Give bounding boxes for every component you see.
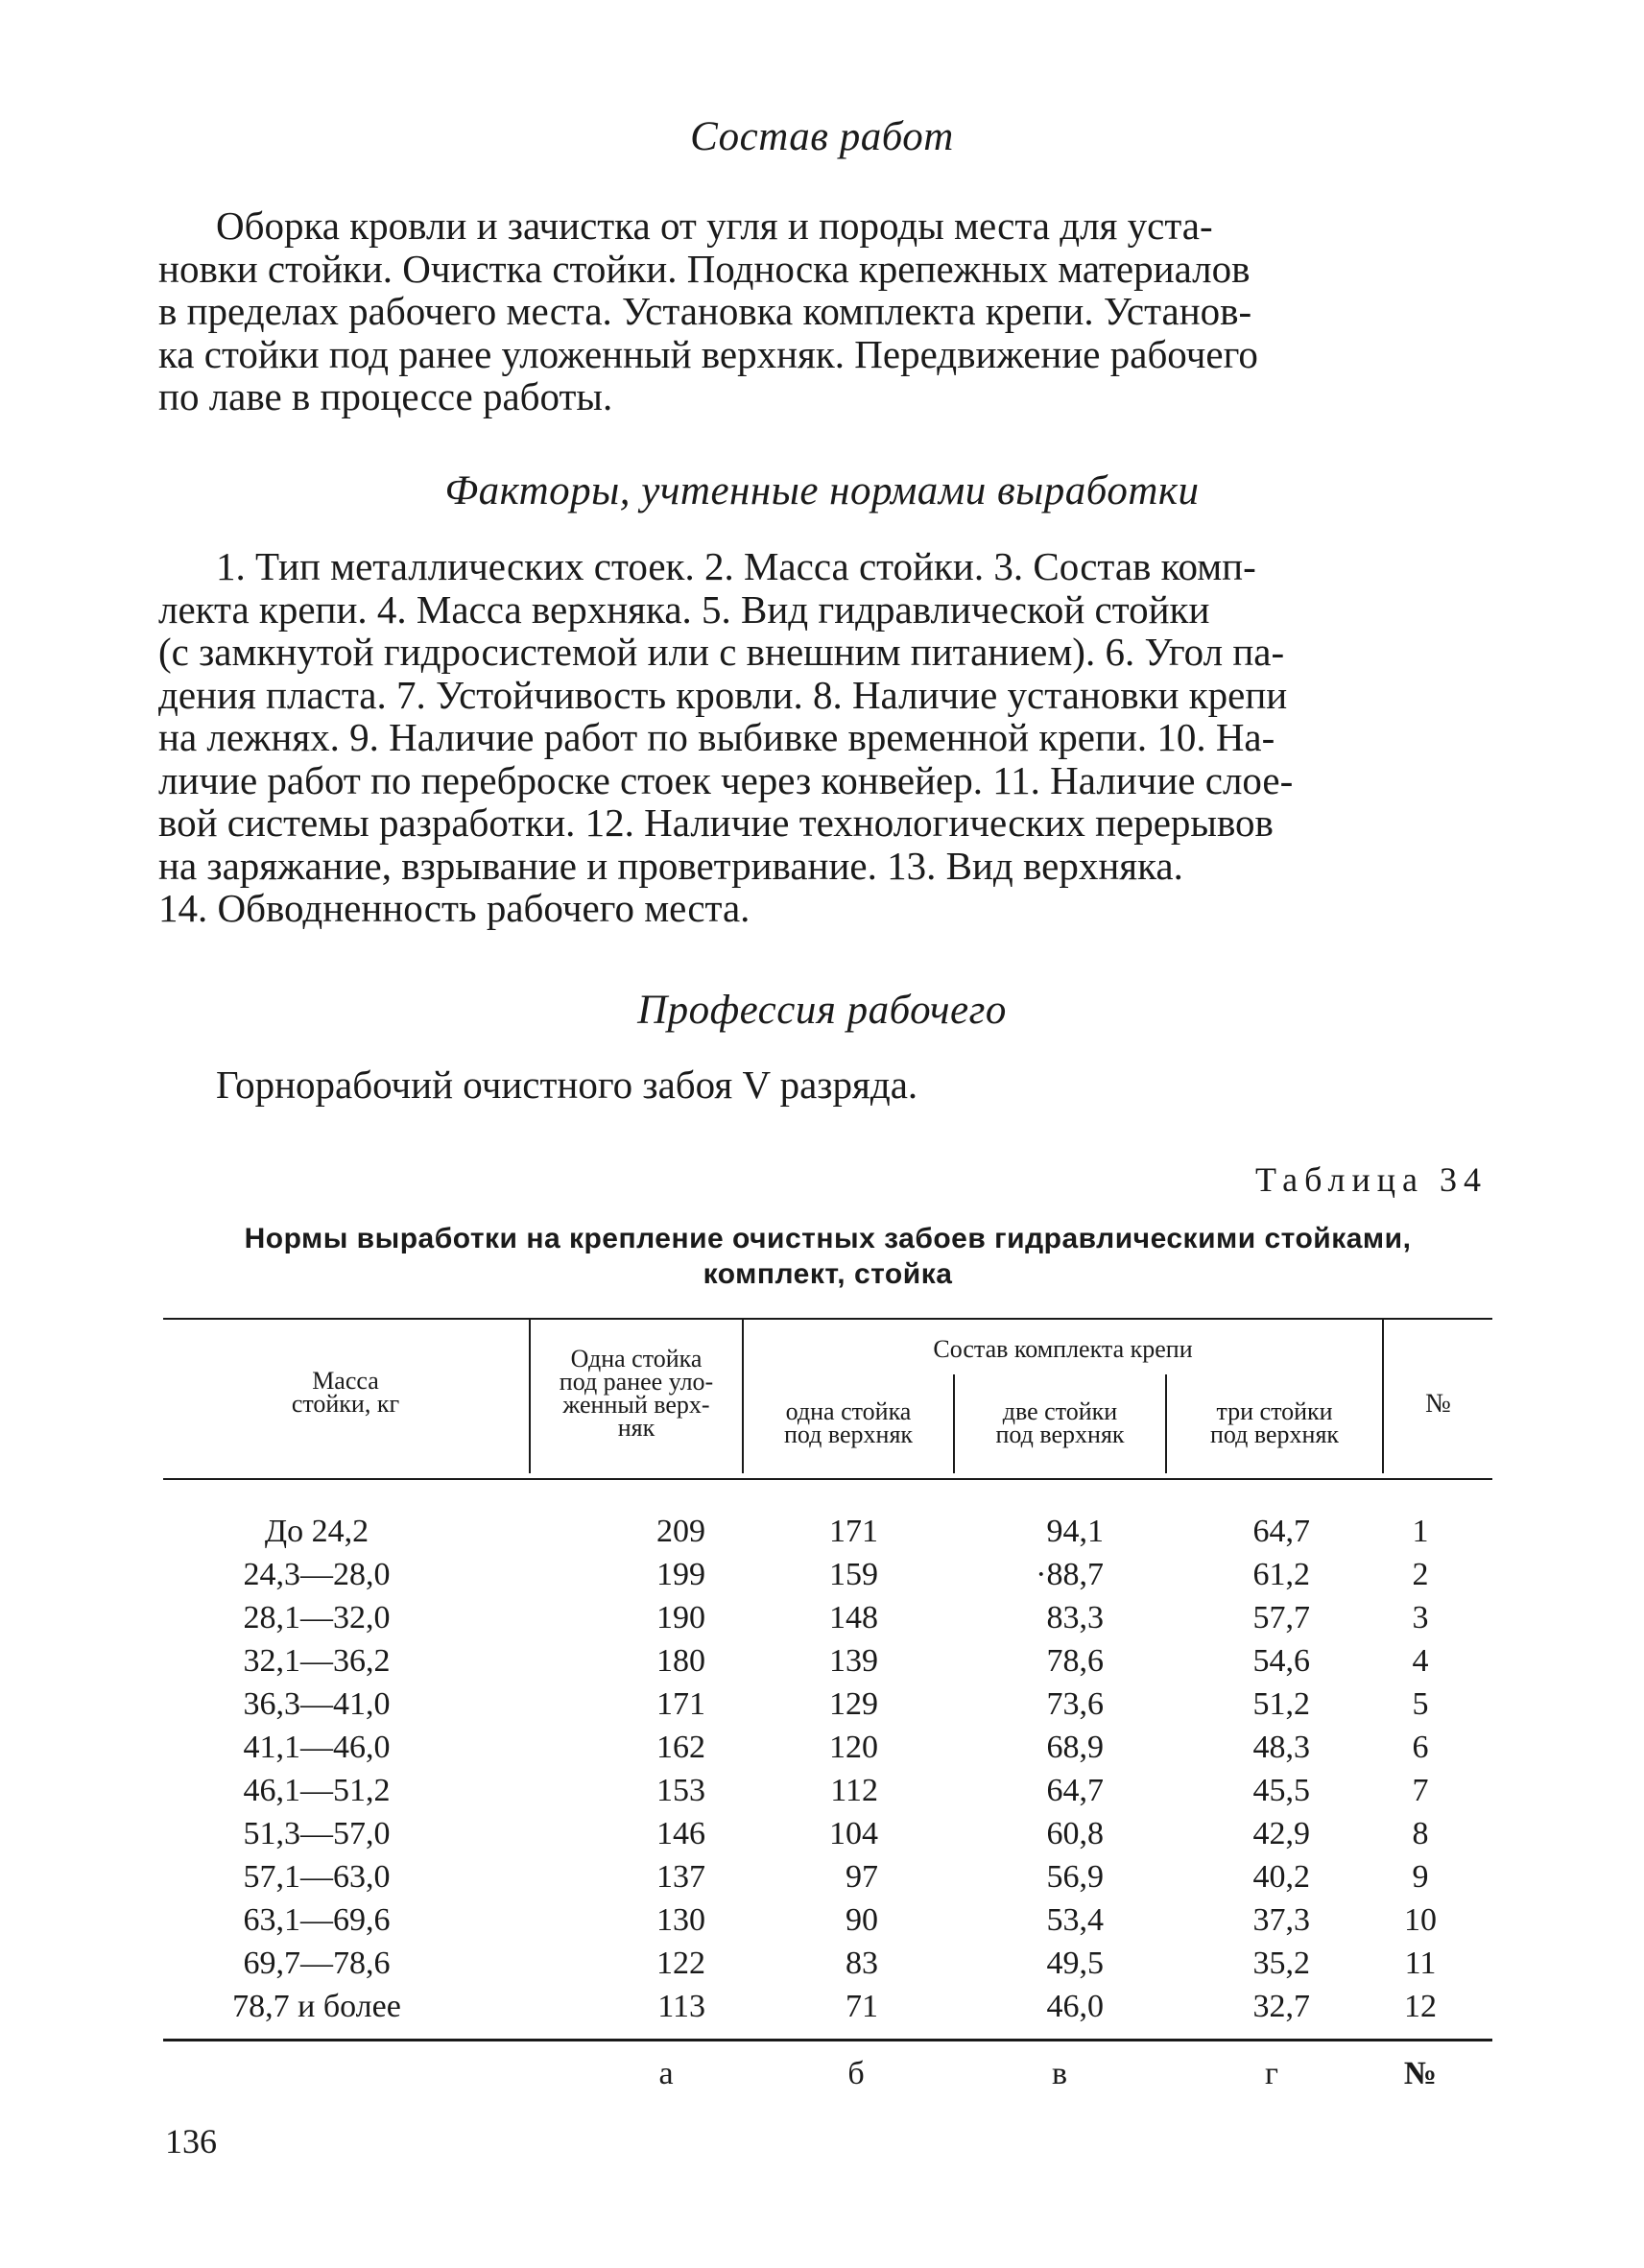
text-line: на заряжание, взрывание и проветривание. 13. Вид верхняка. [158,843,1183,888]
header-text: две стойки [1002,1397,1118,1425]
text-line: вой системы разработки. 12. Наличие технологических перерывов [158,800,1274,845]
cell-v: ·88,7 [1036,1557,1104,1592]
cell-g: 61,2 [1252,1557,1310,1592]
cell-mass: 24,3—28,0 [243,1557,391,1592]
section-heading-factors: Факторы, учтенные нормами выработки [444,468,1200,513]
header-text: под верхняк [783,1420,914,1448]
header-text: Масса [312,1367,379,1395]
cell-number: 8 [1412,1816,1429,1851]
cell-b: 71 [846,1989,878,2024]
header-text: под ранее уло- [559,1368,714,1396]
cell-number: 9 [1412,1859,1429,1895]
header-text: няк [617,1414,655,1442]
cell-number: 2 [1412,1557,1429,1592]
cell-a: 113 [657,1989,705,2024]
cell-a: 130 [656,1902,705,1938]
cell-v: 49,5 [1046,1946,1104,1981]
cell-v: 60,8 [1046,1816,1104,1851]
cell-mass: 69,7—78,6 [243,1946,391,1981]
cell-v: 56,9 [1046,1859,1104,1895]
cell-number: 10 [1404,1902,1437,1938]
cell-mass: 51,3—57,0 [243,1816,391,1851]
header-number: № [1425,1389,1451,1419]
cell-mass: До 24,2 [264,1514,369,1549]
text-line: личие работ по переброске стоек через конвейер. 11. Наличие слое- [158,757,1294,802]
cell-b: 148 [829,1600,878,1635]
cell-g: 54,6 [1252,1643,1310,1679]
cell-b: 139 [829,1643,878,1679]
cell-b: 97 [846,1859,878,1895]
cell-number: 12 [1404,1989,1437,2024]
header-set-composition: Состав комплекта крепи [933,1335,1193,1363]
section-heading-profession: Профессия рабочего [637,988,1007,1033]
cell-number: 7 [1412,1773,1429,1808]
table-title-line: Нормы выработки на крепление очистных забоев гидравлическими стойками, [244,1223,1412,1254]
cell-number: 3 [1412,1600,1429,1635]
cell-number: 1 [1412,1514,1429,1549]
cell-g: 57,7 [1252,1600,1310,1635]
table-header-rule [163,1478,1492,1480]
cell-b: 159 [829,1557,878,1592]
cell-b: 171 [829,1514,878,1549]
text-line: дения пласта. 7. Устойчивость кровли. 8. Наличие установки крепи [158,672,1288,717]
header-text: стойки, кг [291,1390,400,1418]
table-title-line: комплект, стойка [703,1258,953,1290]
cell-b: 120 [829,1730,878,1765]
cell-g: 45,5 [1252,1773,1310,1808]
cell-a: 199 [656,1557,705,1592]
text-line: 1. Тип металлических стоек. 2. Масса стойки. 3. Состав комп- [216,544,1256,588]
paragraph-profession [158,1063,1492,1107]
cell-b: 129 [829,1686,878,1722]
cell-v: 78,6 [1046,1643,1104,1679]
header-text: под верхняк [995,1420,1125,1448]
footer-col-a: а [658,2056,674,2091]
cell-mass: 32,1—36,2 [243,1643,391,1679]
cell-g: 42,9 [1252,1816,1310,1851]
cell-mass: 78,7 и более [232,1989,401,2024]
cell-g: 35,2 [1252,1946,1310,1981]
page-number: 136 [165,2122,217,2161]
cell-v: 83,3 [1046,1600,1104,1635]
cell-number: 11 [1404,1946,1437,1981]
cell-number: 4 [1412,1643,1429,1679]
paragraph-work-composition [158,204,1492,418]
cell-mass: 57,1—63,0 [243,1859,391,1895]
header-text: Одна стойка [570,1345,703,1373]
cell-v: 94,1 [1046,1514,1104,1549]
header-three-posts [1167,1397,1382,1448]
header-single-post [531,1345,742,1442]
cell-mass: 41,1—46,0 [243,1730,391,1765]
cell-v: 68,9 [1046,1730,1104,1765]
cell-b: 104 [829,1816,878,1851]
text-line: 14. Обводненность рабочего места. [158,886,751,930]
cell-g: 51,2 [1252,1686,1310,1722]
text-line: Оборка кровли и зачистка от угля и породы места для уста- [216,203,1213,248]
cell-v: 46,0 [1046,1989,1104,2024]
footer-col-number: № [1403,2056,1438,2091]
cell-a: 209 [656,1514,705,1549]
cell-a: 180 [656,1643,705,1679]
cell-v: 64,7 [1046,1773,1104,1808]
text-line: новки стойки. Очистка стойки. Подноска крепежных материалов [158,246,1251,291]
text-line: ка стойки под ранее уложенный верхняк. Передвижение рабочего [158,331,1258,376]
cell-b: 112 [830,1773,878,1808]
footer-col-b: б [847,2056,865,2091]
cell-a: 171 [656,1686,705,1722]
cell-mass: 36,3—41,0 [243,1686,391,1722]
text-line: по лаве в процессе работы. [158,374,613,418]
cell-mass: 46,1—51,2 [243,1773,391,1808]
cell-a: 122 [656,1946,705,1981]
text-line: (с замкнутой гидросистемой или с внешним питанием). 6. Угол па- [158,630,1285,674]
table-bottom-rule [163,2039,1492,2041]
text-line: в пределах рабочего места. Установка комплекта крепи. Установ- [158,289,1252,333]
header-text: три стойки [1216,1397,1333,1425]
cell-mass: 63,1—69,6 [243,1902,391,1938]
table-top-rule [163,1318,1492,1320]
cell-a: 153 [656,1773,705,1808]
section-heading-work-composition: Состав работ [690,114,954,159]
paragraph-factors [158,545,1492,930]
header-two-posts [955,1397,1165,1448]
table-title [163,1221,1492,1292]
text-line: на лежнях. 9. Наличие работ по выбивке временной крепи. 10. На- [158,715,1275,759]
cell-v: 73,6 [1046,1686,1104,1722]
cell-g: 40,2 [1252,1859,1310,1895]
cell-g: 37,3 [1252,1902,1310,1938]
table-label: Таблица 34 [1255,1160,1488,1199]
cell-g: 32,7 [1252,1989,1310,2024]
cell-a: 137 [656,1859,705,1895]
header-mass [192,1367,499,1418]
header-text: женный верх- [562,1391,710,1419]
footer-col-v: в [1051,2056,1068,2091]
footer-col-g: г [1265,2056,1278,2091]
cell-a: 190 [656,1600,705,1635]
text-line: лекта крепи. 4. Масса верхняка. 5. Вид гидравлической стойки [158,586,1210,632]
cell-number: 5 [1412,1686,1429,1722]
cell-g: 64,7 [1252,1514,1310,1549]
text-line: Горнорабочий очистного забоя V разряда. [216,1062,918,1107]
cell-a: 146 [656,1816,705,1851]
cell-a: 162 [656,1730,705,1765]
cell-mass: 28,1—32,0 [243,1600,391,1635]
header-text: под верхняк [1209,1420,1340,1448]
cell-v: 53,4 [1046,1902,1104,1938]
cell-b: 90 [846,1902,878,1938]
header-one-post [744,1397,953,1448]
cell-b: 83 [846,1946,878,1981]
header-text: одна стойка [785,1397,912,1425]
cell-g: 48,3 [1252,1730,1310,1765]
cell-number: 6 [1412,1730,1429,1765]
